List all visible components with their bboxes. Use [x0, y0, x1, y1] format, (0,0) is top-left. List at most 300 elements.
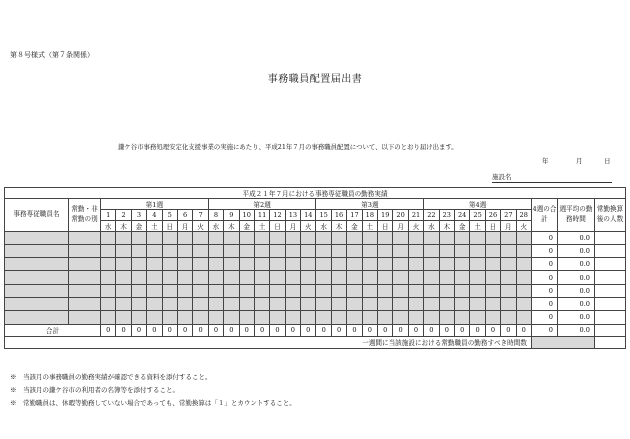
- note-item: ※ 当該月の鎌ケ谷市の利用者の名簿等を添付すること。: [10, 386, 179, 394]
- sum-day-cell: 0: [301, 324, 316, 336]
- row-fte-cell: [594, 258, 625, 271]
- day-hours-cell[interactable]: [177, 231, 192, 244]
- day-hours-cell[interactable]: [393, 231, 408, 244]
- note-item: ※ 常勤職員は、休暇等勤務していない場合であっても、常勤換算は「１」とカウントすること。: [10, 399, 296, 407]
- weekday-label: 月: [393, 220, 408, 231]
- day-hours-cell[interactable]: [162, 284, 177, 297]
- day-hours-cell[interactable]: [254, 244, 269, 257]
- day-hours-cell[interactable]: [439, 271, 454, 284]
- col-header-avg: 週平均の勤務時間: [557, 199, 594, 232]
- day-hours-cell[interactable]: [408, 244, 423, 257]
- weekday-label: 火: [301, 220, 316, 231]
- day-hours-cell[interactable]: [362, 311, 377, 324]
- day-hours-cell[interactable]: [208, 231, 223, 244]
- day-hours-cell[interactable]: [301, 244, 316, 257]
- row-fte-cell: [594, 231, 625, 244]
- sum-day-cell: 0: [131, 324, 146, 336]
- day-hours-cell[interactable]: [408, 311, 423, 324]
- day-hours-cell[interactable]: [516, 311, 531, 324]
- sum-total-cell: 0: [531, 324, 557, 336]
- day-hours-cell[interactable]: [224, 297, 239, 310]
- day-hours-cell[interactable]: [439, 258, 454, 271]
- day-hours-cell[interactable]: [516, 284, 531, 297]
- day-hours-cell[interactable]: [424, 244, 439, 257]
- day-hours-cell[interactable]: [116, 258, 131, 271]
- sum-day-cell: 0: [454, 324, 469, 336]
- day-hours-cell[interactable]: [393, 271, 408, 284]
- row-total-cell: 0: [531, 258, 557, 271]
- day-hours-cell[interactable]: [208, 284, 223, 297]
- day-hours-cell[interactable]: [208, 311, 223, 324]
- day-hours-cell[interactable]: [362, 231, 377, 244]
- row-total-cell: 0: [531, 271, 557, 284]
- day-hours-cell[interactable]: [485, 297, 500, 310]
- day-hours-cell[interactable]: [485, 271, 500, 284]
- day-hours-cell[interactable]: [285, 311, 300, 324]
- day-hours-cell[interactable]: [347, 284, 362, 297]
- day-hours-cell[interactable]: [439, 244, 454, 257]
- day-hours-cell[interactable]: [347, 271, 362, 284]
- day-hours-cell[interactable]: [347, 258, 362, 271]
- day-hours-cell[interactable]: [224, 258, 239, 271]
- weekday-label: 土: [362, 220, 377, 231]
- day-hours-cell[interactable]: [454, 297, 469, 310]
- day-hours-cell[interactable]: [378, 271, 393, 284]
- sum-label: 合計: [5, 324, 101, 336]
- day-hours-cell[interactable]: [162, 231, 177, 244]
- row-avg-cell: 0.0: [557, 284, 594, 297]
- day-hours-cell[interactable]: [301, 284, 316, 297]
- weekday-label: 日: [378, 220, 393, 231]
- row-total-cell: 0: [531, 284, 557, 297]
- day-hours-cell[interactable]: [177, 271, 192, 284]
- day-hours-cell[interactable]: [331, 258, 346, 271]
- day-number: 18: [362, 210, 377, 221]
- day-hours-cell[interactable]: [331, 311, 346, 324]
- day-number: 23: [439, 210, 454, 221]
- day-hours-cell[interactable]: [485, 244, 500, 257]
- sum-day-cell: 0: [224, 324, 239, 336]
- day-hours-cell[interactable]: [285, 271, 300, 284]
- day-hours-cell[interactable]: [224, 244, 239, 257]
- week-header: 第3週: [316, 199, 424, 210]
- day-hours-cell[interactable]: [208, 244, 223, 257]
- day-hours-cell[interactable]: [147, 258, 162, 271]
- weekday-label: 水: [208, 220, 223, 231]
- day-hours-cell[interactable]: [485, 311, 500, 324]
- day-hours-cell[interactable]: [193, 231, 208, 244]
- day-hours-cell[interactable]: [393, 284, 408, 297]
- day-number: 2: [116, 210, 131, 221]
- day-hours-cell[interactable]: [193, 297, 208, 310]
- sum-day-cell: 0: [193, 324, 208, 336]
- day-number: 4: [147, 210, 162, 221]
- day-hours-cell[interactable]: [131, 297, 146, 310]
- day-hours-cell[interactable]: [193, 311, 208, 324]
- day-hours-cell[interactable]: [347, 297, 362, 310]
- day-hours-cell[interactable]: [285, 284, 300, 297]
- facility-name-field[interactable]: [492, 172, 612, 183]
- day-hours-cell[interactable]: [131, 284, 146, 297]
- day-hours-cell[interactable]: [439, 297, 454, 310]
- day-hours-cell[interactable]: [254, 297, 269, 310]
- day-hours-cell[interactable]: [454, 311, 469, 324]
- day-hours-cell[interactable]: [239, 297, 254, 310]
- day-hours-cell[interactable]: [193, 271, 208, 284]
- day-hours-cell[interactable]: [316, 284, 331, 297]
- day-hours-cell[interactable]: [501, 258, 516, 271]
- day-hours-cell[interactable]: [147, 284, 162, 297]
- sum-day-cell: 0: [485, 324, 500, 336]
- day-number: 10: [239, 210, 254, 221]
- day-hours-cell[interactable]: [454, 231, 469, 244]
- weekday-label: 水: [316, 220, 331, 231]
- day-hours-cell[interactable]: [378, 311, 393, 324]
- day-hours-cell[interactable]: [270, 271, 285, 284]
- day-hours-cell[interactable]: [501, 244, 516, 257]
- weekday-label: 水: [101, 220, 116, 231]
- day-hours-cell[interactable]: [239, 231, 254, 244]
- day-number: 26: [485, 210, 500, 221]
- day-hours-cell[interactable]: [116, 244, 131, 257]
- staff-name-cell[interactable]: [5, 258, 69, 271]
- day-number: 8: [208, 210, 223, 221]
- day-hours-cell[interactable]: [362, 271, 377, 284]
- sum-day-cell: 0: [331, 324, 346, 336]
- day-hours-cell[interactable]: [470, 271, 485, 284]
- day-hours-cell[interactable]: [224, 311, 239, 324]
- sum-day-cell: 0: [470, 324, 485, 336]
- day-hours-cell[interactable]: [485, 231, 500, 244]
- day-number: 17: [347, 210, 362, 221]
- day-hours-cell[interactable]: [116, 311, 131, 324]
- day-number: 22: [424, 210, 439, 221]
- day-hours-cell[interactable]: [316, 297, 331, 310]
- weekday-label: 火: [516, 220, 531, 231]
- day-hours-cell[interactable]: [470, 297, 485, 310]
- table-row: [5, 311, 626, 324]
- day-hours-cell[interactable]: [424, 297, 439, 310]
- sum-day-cell: 0: [516, 324, 531, 336]
- day-hours-cell[interactable]: [131, 311, 146, 324]
- col-header-type: 常勤・非常勤の別: [69, 199, 101, 232]
- weekly-hours-input[interactable]: [531, 336, 594, 348]
- day-hours-cell[interactable]: [131, 244, 146, 257]
- day-hours-cell[interactable]: [378, 231, 393, 244]
- staff-type-cell[interactable]: [69, 284, 101, 297]
- day-hours-cell[interactable]: [393, 297, 408, 310]
- weekday-label: 月: [285, 220, 300, 231]
- day-hours-cell[interactable]: [208, 271, 223, 284]
- day-hours-cell[interactable]: [485, 284, 500, 297]
- row-fte-cell: [594, 311, 625, 324]
- day-hours-cell[interactable]: [285, 297, 300, 310]
- day-hours-cell[interactable]: [331, 284, 346, 297]
- day-hours-cell[interactable]: [501, 231, 516, 244]
- day-hours-cell[interactable]: [193, 258, 208, 271]
- day-hours-cell[interactable]: [347, 231, 362, 244]
- row-total-cell: 0: [531, 244, 557, 257]
- day-hours-cell[interactable]: [347, 311, 362, 324]
- day-hours-cell[interactable]: [162, 244, 177, 257]
- day-hours-cell[interactable]: [147, 297, 162, 310]
- day-hours-cell[interactable]: [408, 231, 423, 244]
- day-hours-cell[interactable]: [193, 244, 208, 257]
- staff-name-cell[interactable]: [5, 231, 69, 244]
- day-hours-cell[interactable]: [316, 231, 331, 244]
- day-hours-cell[interactable]: [101, 297, 116, 310]
- day-hours-cell[interactable]: [254, 284, 269, 297]
- day-hours-cell[interactable]: [408, 258, 423, 271]
- day-hours-cell[interactable]: [454, 258, 469, 271]
- day-hours-cell[interactable]: [331, 244, 346, 257]
- sum-day-cell: 0: [270, 324, 285, 336]
- day-hours-cell[interactable]: [501, 284, 516, 297]
- day-hours-cell[interactable]: [393, 258, 408, 271]
- day-hours-cell[interactable]: [162, 258, 177, 271]
- day-hours-cell[interactable]: [162, 297, 177, 310]
- day-hours-cell[interactable]: [208, 258, 223, 271]
- day-hours-cell[interactable]: [424, 284, 439, 297]
- day-hours-cell[interactable]: [316, 258, 331, 271]
- day-hours-cell[interactable]: [131, 271, 146, 284]
- day-hours-cell[interactable]: [116, 297, 131, 310]
- day-hours-cell[interactable]: [301, 258, 316, 271]
- day-hours-cell[interactable]: [362, 284, 377, 297]
- day-hours-cell[interactable]: [254, 311, 269, 324]
- day-hours-cell[interactable]: [516, 297, 531, 310]
- day-hours-cell[interactable]: [101, 258, 116, 271]
- table-row: [5, 297, 626, 310]
- day-hours-cell[interactable]: [408, 284, 423, 297]
- row-fte-cell: [594, 244, 625, 257]
- day-hours-cell[interactable]: [177, 258, 192, 271]
- day-hours-cell[interactable]: [316, 244, 331, 257]
- day-hours-cell[interactable]: [177, 297, 192, 310]
- day-hours-cell[interactable]: [224, 271, 239, 284]
- day-hours-cell[interactable]: [254, 258, 269, 271]
- day-hours-cell[interactable]: [101, 284, 116, 297]
- note-item: ※ 当該月の事務職員の勤務実績が確認できる資料を添付すること。: [10, 373, 212, 381]
- day-hours-cell[interactable]: [254, 271, 269, 284]
- weekday-label: 水: [424, 220, 439, 231]
- day-hours-cell[interactable]: [347, 244, 362, 257]
- day-hours-cell[interactable]: [285, 258, 300, 271]
- day-hours-cell[interactable]: [301, 297, 316, 310]
- day-hours-cell[interactable]: [101, 311, 116, 324]
- day-hours-cell[interactable]: [301, 271, 316, 284]
- weekday-label: 土: [254, 220, 269, 231]
- day-hours-cell[interactable]: [424, 311, 439, 324]
- day-hours-cell[interactable]: [516, 271, 531, 284]
- day-hours-cell[interactable]: [147, 271, 162, 284]
- day-hours-cell[interactable]: [516, 244, 531, 257]
- day-hours-cell[interactable]: [439, 311, 454, 324]
- day-hours-cell[interactable]: [362, 258, 377, 271]
- day-number: 1: [101, 210, 116, 221]
- day-hours-cell[interactable]: [378, 284, 393, 297]
- day-hours-cell[interactable]: [331, 297, 346, 310]
- day-hours-cell[interactable]: [301, 311, 316, 324]
- day-hours-cell[interactable]: [239, 311, 254, 324]
- day-hours-cell[interactable]: [485, 258, 500, 271]
- sum-day-cell: 0: [378, 324, 393, 336]
- weekday-label: 金: [239, 220, 254, 231]
- day-hours-cell[interactable]: [454, 271, 469, 284]
- day-hours-cell[interactable]: [101, 271, 116, 284]
- day-hours-cell[interactable]: [331, 231, 346, 244]
- day-hours-cell[interactable]: [239, 244, 254, 257]
- day-hours-cell[interactable]: [408, 271, 423, 284]
- day-hours-cell[interactable]: [147, 244, 162, 257]
- table-row: [5, 231, 626, 244]
- weekday-label: 土: [147, 220, 162, 231]
- day-hours-cell[interactable]: [116, 231, 131, 244]
- day-number: 28: [516, 210, 531, 221]
- staff-type-cell[interactable]: [69, 311, 101, 324]
- day-hours-cell[interactable]: [101, 244, 116, 257]
- day-hours-cell[interactable]: [239, 271, 254, 284]
- day-hours-cell[interactable]: [470, 311, 485, 324]
- day-hours-cell[interactable]: [177, 244, 192, 257]
- day-number: 19: [378, 210, 393, 221]
- weekday-label: 火: [193, 220, 208, 231]
- day-number: 6: [177, 210, 192, 221]
- staff-name-cell[interactable]: [5, 297, 69, 310]
- day-hours-cell[interactable]: [454, 284, 469, 297]
- weekday-label: 金: [454, 220, 469, 231]
- day-hours-cell[interactable]: [470, 231, 485, 244]
- day-hours-cell[interactable]: [439, 284, 454, 297]
- sum-day-cell: 0: [501, 324, 516, 336]
- document-title: 事務職員配置届出書: [267, 74, 363, 85]
- weekday-label: 金: [347, 220, 362, 231]
- row-total-cell: 0: [531, 297, 557, 310]
- day-hours-cell[interactable]: [408, 297, 423, 310]
- day-hours-cell[interactable]: [270, 284, 285, 297]
- day-hours-cell[interactable]: [316, 271, 331, 284]
- day-hours-cell[interactable]: [131, 258, 146, 271]
- day-hours-cell[interactable]: [454, 244, 469, 257]
- row-avg-cell: 0.0: [557, 258, 594, 271]
- day-hours-cell[interactable]: [239, 284, 254, 297]
- staff-type-cell[interactable]: [69, 231, 101, 244]
- day-hours-cell[interactable]: [378, 297, 393, 310]
- staff-type-cell[interactable]: [69, 244, 101, 257]
- col-header-total4: 4週の合計: [531, 199, 557, 232]
- table-row: [5, 258, 626, 271]
- staff-name-cell[interactable]: [5, 284, 69, 297]
- day-number: 25: [470, 210, 485, 221]
- day-hours-cell[interactable]: [101, 231, 116, 244]
- day-hours-cell[interactable]: [254, 231, 269, 244]
- day-hours-cell[interactable]: [470, 258, 485, 271]
- day-hours-cell[interactable]: [177, 284, 192, 297]
- day-number: 20: [393, 210, 408, 221]
- staff-name-cell[interactable]: [5, 311, 69, 324]
- day-hours-cell[interactable]: [239, 258, 254, 271]
- day-hours-cell[interactable]: [270, 244, 285, 257]
- day-hours-cell[interactable]: [270, 311, 285, 324]
- day-hours-cell[interactable]: [208, 297, 223, 310]
- day-hours-cell[interactable]: [424, 231, 439, 244]
- day-hours-cell[interactable]: [470, 284, 485, 297]
- staff-type-cell[interactable]: [69, 258, 101, 271]
- day-hours-cell[interactable]: [393, 244, 408, 257]
- day-hours-cell[interactable]: [501, 311, 516, 324]
- day-hours-cell[interactable]: [116, 271, 131, 284]
- day-number: 27: [501, 210, 516, 221]
- day-hours-cell[interactable]: [516, 231, 531, 244]
- day-hours-cell[interactable]: [362, 244, 377, 257]
- day-hours-cell[interactable]: [147, 311, 162, 324]
- sum-day-cell: 0: [316, 324, 331, 336]
- staff-type-cell[interactable]: [69, 297, 101, 310]
- day-hours-cell[interactable]: [162, 271, 177, 284]
- day-hours-cell[interactable]: [177, 311, 192, 324]
- day-hours-cell[interactable]: [224, 231, 239, 244]
- day-hours-cell[interactable]: [424, 271, 439, 284]
- day-hours-cell[interactable]: [378, 258, 393, 271]
- row-avg-cell: 0.0: [557, 297, 594, 310]
- day-number: 11: [254, 210, 269, 221]
- day-number: 16: [331, 210, 346, 221]
- sum-day-cell: 0: [408, 324, 423, 336]
- staff-type-cell[interactable]: [69, 271, 101, 284]
- day-hours-cell[interactable]: [439, 231, 454, 244]
- day-hours-cell[interactable]: [224, 284, 239, 297]
- day-hours-cell[interactable]: [393, 311, 408, 324]
- day-hours-cell[interactable]: [501, 271, 516, 284]
- day-hours-cell[interactable]: [270, 297, 285, 310]
- day-hours-cell[interactable]: [501, 297, 516, 310]
- day-hours-cell[interactable]: [378, 244, 393, 257]
- table-row: [5, 284, 626, 297]
- day-number: 5: [162, 210, 177, 221]
- intro-text: 鎌ケ谷市事務処理安定化支援事業の実施にあたり、平成21年７月の事務職員配置について、以下のとおり届け出ます。: [118, 143, 458, 151]
- day-number: 14: [301, 210, 316, 221]
- staff-name-cell[interactable]: [5, 244, 69, 257]
- day-hours-cell[interactable]: [193, 284, 208, 297]
- day-hours-cell[interactable]: [147, 231, 162, 244]
- day-hours-cell[interactable]: [316, 311, 331, 324]
- day-hours-cell[interactable]: [270, 231, 285, 244]
- sum-day-cell: 0: [162, 324, 177, 336]
- day-hours-cell[interactable]: [162, 311, 177, 324]
- day-hours-cell[interactable]: [301, 231, 316, 244]
- weekday-label: 木: [331, 220, 346, 231]
- day-hours-cell[interactable]: [424, 258, 439, 271]
- sum-day-cell: 0: [439, 324, 454, 336]
- form-number: 第８号様式（第７条関係）: [10, 51, 94, 59]
- day-hours-cell[interactable]: [331, 271, 346, 284]
- row-avg-cell: 0.0: [557, 244, 594, 257]
- weekday-label: 土: [470, 220, 485, 231]
- day-hours-cell[interactable]: [285, 231, 300, 244]
- staff-name-cell[interactable]: [5, 271, 69, 284]
- row-total-cell: 0: [531, 231, 557, 244]
- table-row: [5, 244, 626, 257]
- day-hours-cell[interactable]: [516, 258, 531, 271]
- day-hours-cell[interactable]: [270, 258, 285, 271]
- day-number: 13: [285, 210, 300, 221]
- day-hours-cell[interactable]: [131, 231, 146, 244]
- date-month-label: 月: [576, 157, 583, 165]
- day-hours-cell[interactable]: [470, 244, 485, 257]
- day-hours-cell[interactable]: [285, 244, 300, 257]
- day-hours-cell[interactable]: [116, 284, 131, 297]
- day-hours-cell[interactable]: [362, 297, 377, 310]
